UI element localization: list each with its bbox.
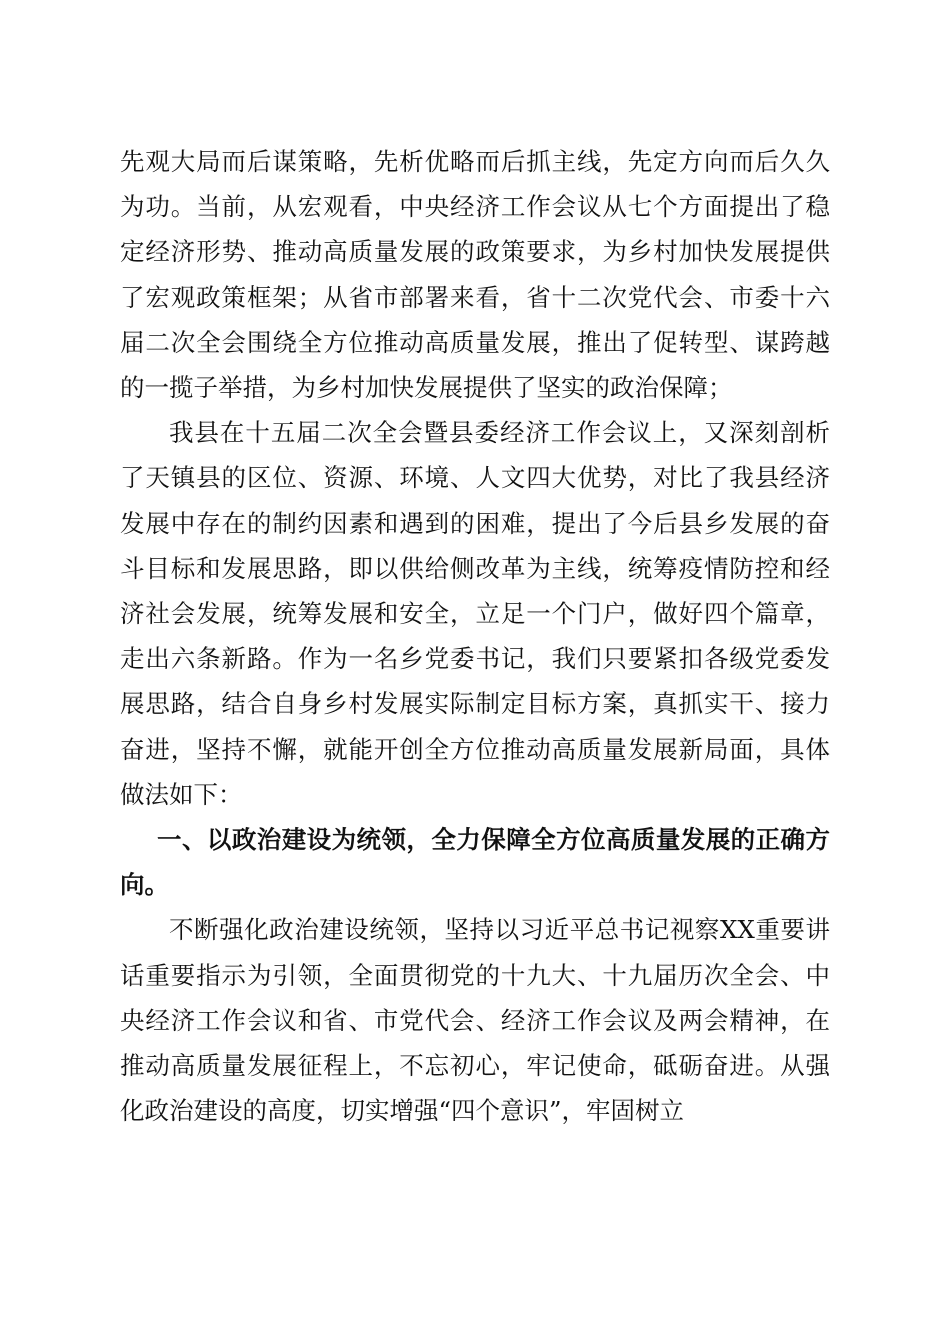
section-heading-1: 一、以政治建设为统领，全力保障全方位高质量发展的正确方向。 [120,825,830,900]
paragraph-intro: 先观大局而后谋策略，先析优略而后抓主线，先定方向而后久久为功。当前，从宏观看，中央经济工作会议从七个方面提出了稳定经济形势、推动高质量发展的政策要求，为乡村加快发展提供了宏观政策框架；从省市部署来看，省十二次党代会、市委十六届二次全会围绕全方位推动高质量发展，推出了促转型、谋跨越的一揽子举措，为乡村加快发展提供了坚实的政治保障； [120,147,830,403]
paragraph-county-analysis: 我县在十五届二次全会暨县委经济工作会议上，又深刻剖析了天镇县的区位、资源、环境、人文四大优势，对比了我县经济发展中存在的制约因素和遇到的困难，提出了今后县乡发展的奋斗目标和发展思路，即以供给侧改革为主线，统筹疫情防控和经济社会发展，统筹发展和安全，立足一个门户，做好四个篇章，走出六条新路。作为一名乡党委书记，我们只要紧扣各级党委发展思路，结合自身乡村发展实际制定目标方案，真抓实干、接力奋进，坚持不懈，就能开创全方位推动高质量发展新局面，具体做法如下： [120,418,830,809]
document-body [120,139,830,1133]
paragraph-political-construction: 不断强化政治建设统领，坚持以习近平总书记视察XX重要讲话重要指示为引领，全面贯彻党的十九大、十九届历次全会、中央经济工作会议和省、市党代会、经济工作会议及两会精神，在推动高质量发展征程上，不忘初心，牢记使命，砥砺奋进。从强化政治建设的高度，切实增强“四个意识”，牢固树立 [120,915,830,1126]
